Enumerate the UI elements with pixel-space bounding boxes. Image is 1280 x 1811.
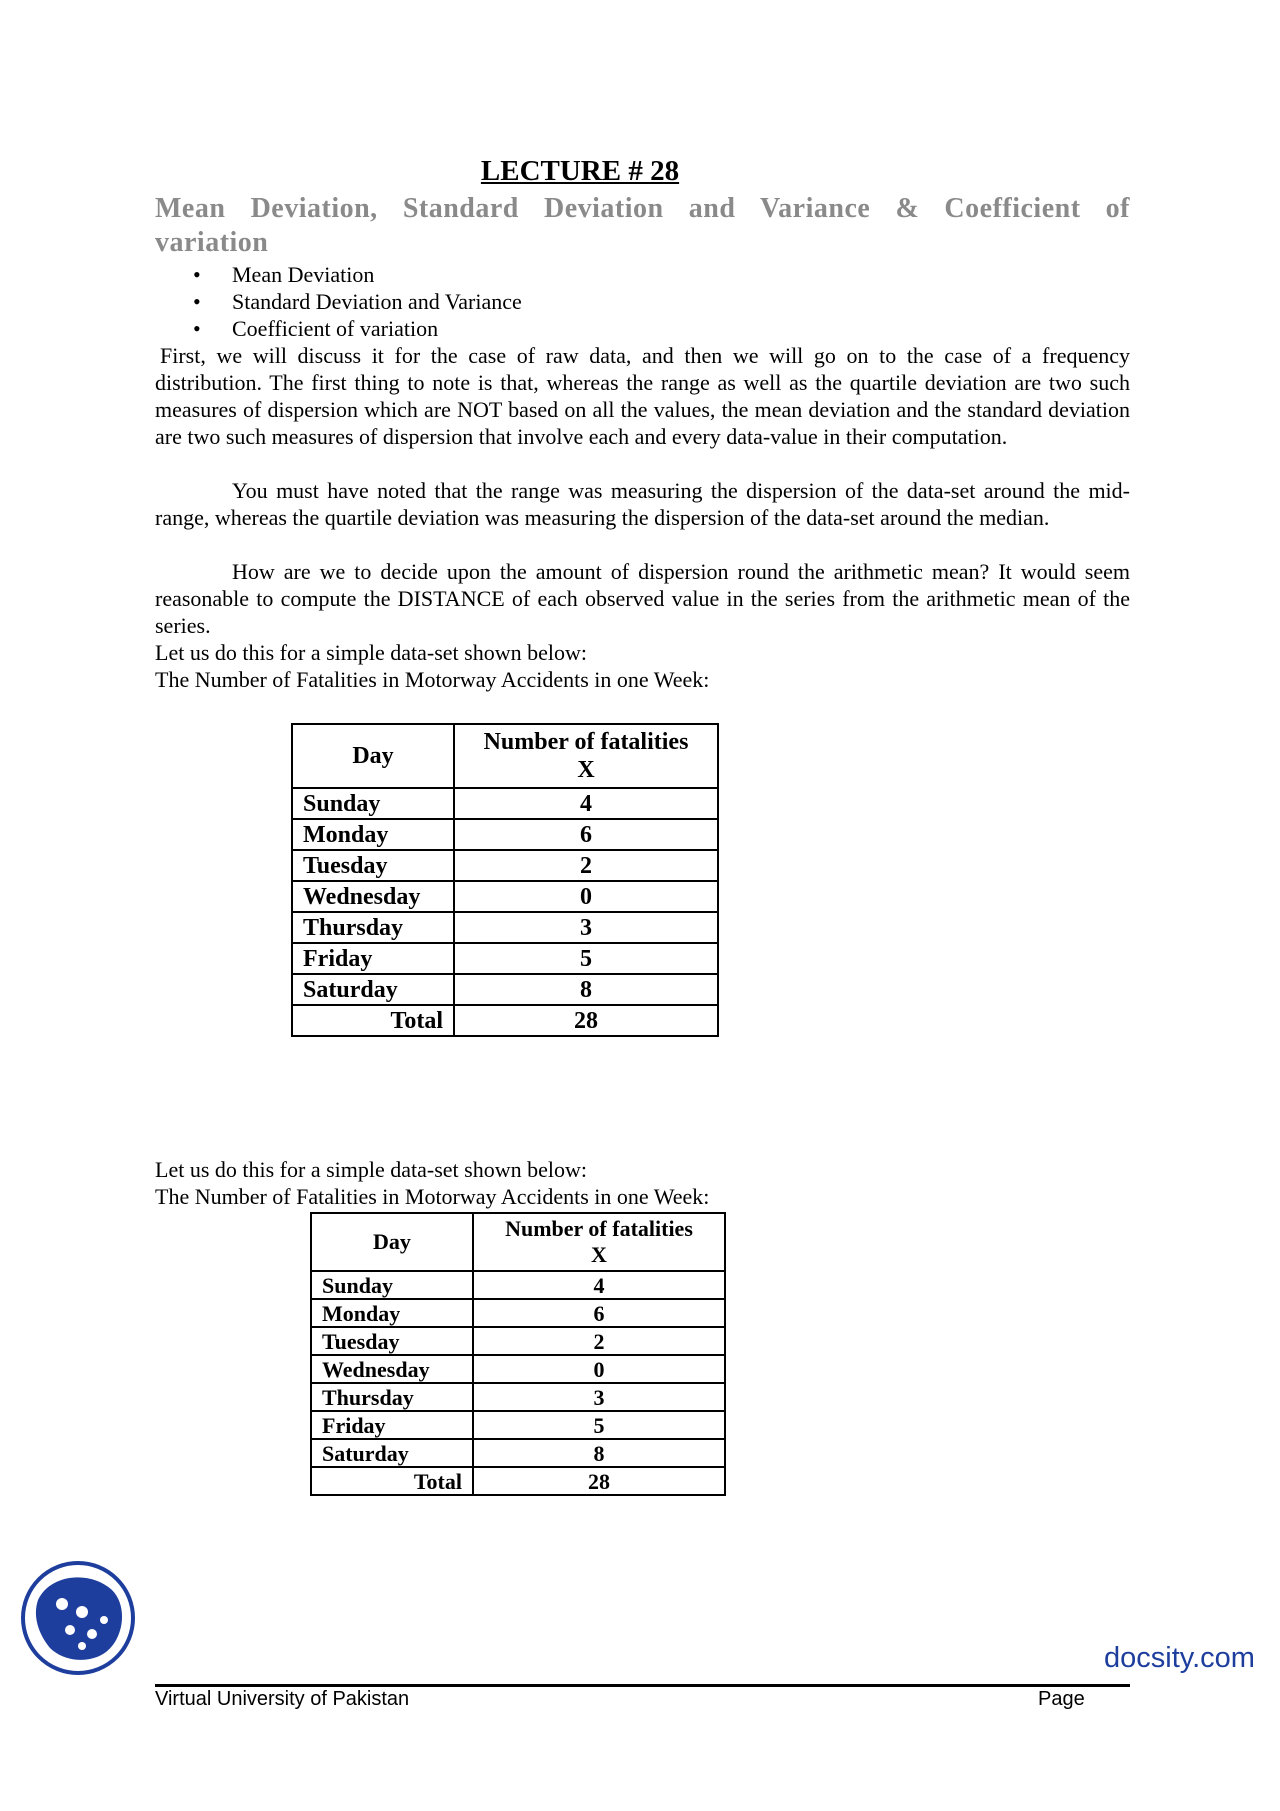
table-total-row	[292, 1005, 718, 1036]
day-cell: Monday	[311, 1299, 473, 1327]
paragraph-2: You must have noted that the range was measuring the dispersion of the data-set around the mid-range, whereas the quartile deviation was measuring the dispersion of the data-set around the median.	[155, 478, 1130, 530]
day-cell: Saturday	[311, 1439, 473, 1467]
total-value: 28	[473, 1467, 725, 1495]
table-total-row	[311, 1467, 725, 1495]
topic-item: • Standard Deviation and Variance	[190, 288, 522, 315]
value-cell: 2	[473, 1327, 725, 1355]
table-row	[311, 1411, 725, 1439]
value-cell: 3	[454, 912, 718, 943]
day-cell: Monday	[292, 819, 454, 850]
table-row	[311, 1271, 725, 1299]
total-value: 28	[454, 1005, 718, 1036]
paragraph-3: How are we to decide upon the amount of dispersion round the arithmetic mean? It would seem reasonable to compute the DISTANCE of each observed value in the series from the arithmetic mean of the series.	[155, 559, 1130, 638]
fatalities-table-1	[291, 723, 719, 1037]
topic-item: • Coefficient of variation	[190, 315, 522, 342]
value-cell: 0	[473, 1355, 725, 1383]
table-row	[292, 881, 718, 912]
day-cell: Tuesday	[311, 1327, 473, 1355]
section-heading: Mean Deviation, Standard Deviation and Variance & Coefficient of variation	[155, 193, 1130, 258]
value-cell: 4	[454, 788, 718, 819]
value-cell: 5	[473, 1411, 725, 1439]
value-cell: 3	[473, 1383, 725, 1411]
table-row	[292, 974, 718, 1005]
intro-line-2: Let us do this for a simple data-set shown below:	[155, 1157, 587, 1182]
header-day: Day	[311, 1213, 473, 1271]
intro-line-1: Let us do this for a simple data-set shown below:	[155, 640, 587, 665]
value-cell: 4	[473, 1271, 725, 1299]
value-cell: 8	[473, 1439, 725, 1467]
table-row	[311, 1439, 725, 1467]
header-fatalities	[454, 724, 718, 788]
day-cell: Wednesday	[292, 881, 454, 912]
value-cell: 8	[454, 974, 718, 1005]
header-fatalities	[473, 1213, 725, 1271]
table-row	[311, 1383, 725, 1411]
table-caption-1: The Number of Fatalities in Motorway Accidents in one Week:	[155, 667, 710, 692]
footer-divider	[155, 1684, 1130, 1687]
day-cell: Thursday	[292, 912, 454, 943]
topic-item: • Mean Deviation	[190, 261, 522, 288]
day-cell: Sunday	[311, 1271, 473, 1299]
table-row	[311, 1355, 725, 1383]
value-cell: 5	[454, 943, 718, 974]
table-caption-2: The Number of Fatalities in Motorway Accidents in one Week:	[155, 1184, 710, 1209]
header-day: Day	[292, 724, 454, 788]
table-header-row	[292, 724, 718, 788]
day-cell: Saturday	[292, 974, 454, 1005]
table-row	[311, 1299, 725, 1327]
header-symbol: X	[577, 757, 595, 783]
lecture-title: LECTURE # 28	[480, 155, 680, 187]
table-row	[292, 788, 718, 819]
value-cell: 0	[454, 881, 718, 912]
table-row	[292, 819, 718, 850]
table-header-row	[311, 1213, 725, 1271]
day-cell: Friday	[292, 943, 454, 974]
day-cell: Sunday	[292, 788, 454, 819]
day-cell: Tuesday	[292, 850, 454, 881]
day-cell: Wednesday	[311, 1355, 473, 1383]
table-row	[311, 1327, 725, 1355]
table-row	[292, 912, 718, 943]
footer-institution: Virtual University of Pakistan	[155, 1688, 410, 1710]
footer-page-label: Page	[1038, 1688, 1085, 1710]
day-cell: Friday	[311, 1411, 473, 1439]
header-fatalities-label: Number of fatalities	[505, 1216, 693, 1241]
value-cell: 6	[473, 1299, 725, 1327]
docsity-brand-link[interactable]: docsity.com	[1104, 1642, 1255, 1674]
table-row	[292, 943, 718, 974]
value-cell: 6	[454, 819, 718, 850]
day-cell: Thursday	[311, 1383, 473, 1411]
table-row	[292, 850, 718, 881]
paragraph-1: First, we will discuss it for the case of raw data, and then we will go on to the case of a frequency distribution. The first thing to note is that, whereas the range as well as the quartile deviation are two such measures of dispersion which are NOT based on all the values, the mean deviation and the standard deviation are two such measures of dispersion that involve each and every data-value in their computation.	[155, 343, 1130, 449]
topic-list	[190, 261, 522, 342]
total-label: Total	[311, 1467, 473, 1495]
docsity-logo-icon	[20, 1560, 136, 1676]
fatalities-table-2	[310, 1212, 726, 1496]
value-cell: 2	[454, 850, 718, 881]
header-symbol: X	[591, 1242, 607, 1267]
header-fatalities-label: Number of fatalities	[483, 729, 689, 755]
total-label: Total	[292, 1005, 454, 1036]
